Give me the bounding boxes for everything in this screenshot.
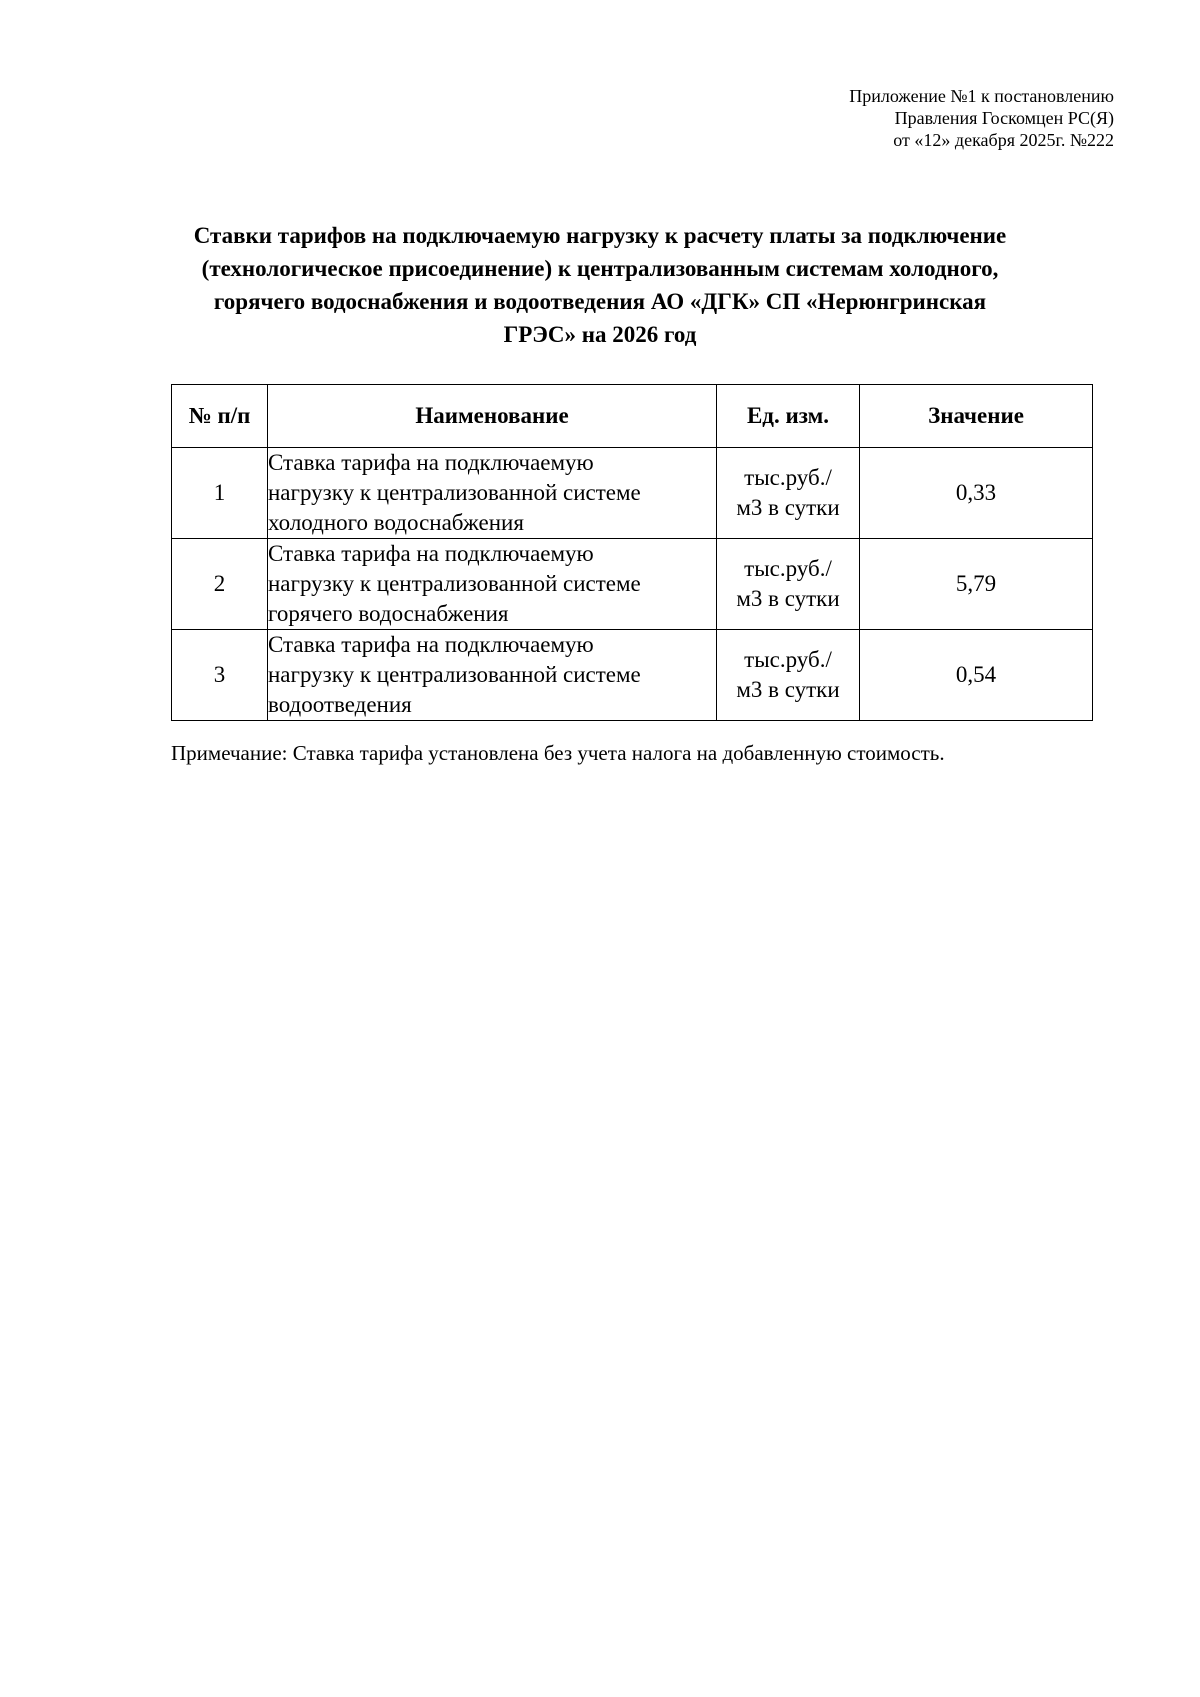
row-unit-line: тыс.руб./ bbox=[744, 647, 832, 672]
row-name bbox=[268, 539, 717, 630]
row-name-line: нагрузку к централизованной системе bbox=[268, 571, 641, 596]
title-line: Ставки тарифов на подключаемую нагрузку к расчету платы за подключение bbox=[193, 223, 1007, 248]
row-unit-line: тыс.руб./ bbox=[744, 556, 832, 581]
appendix-reference bbox=[849, 85, 1114, 151]
row-unit bbox=[717, 448, 860, 539]
title-line: (технологическое присоединение) к централизованным системам холодного, bbox=[201, 256, 999, 281]
table-row bbox=[172, 539, 1093, 630]
row-num: 2 bbox=[172, 539, 268, 630]
row-name-line: горячего водоснабжения bbox=[268, 601, 509, 626]
row-unit-line: м3 в сутки bbox=[736, 586, 840, 611]
header-value: Значение bbox=[860, 385, 1093, 448]
table-row bbox=[172, 448, 1093, 539]
row-unit-line: м3 в сутки bbox=[736, 495, 840, 520]
row-name-line: нагрузку к централизованной системе bbox=[268, 662, 641, 687]
row-value: 0,54 bbox=[860, 630, 1093, 721]
row-name-line: Ставка тарифа на подключаемую bbox=[268, 632, 594, 657]
row-unit bbox=[717, 539, 860, 630]
title-line: ГРЭС» на 2026 год bbox=[503, 322, 697, 347]
row-unit-line: тыс.руб./ bbox=[744, 465, 832, 490]
row-value: 0,33 bbox=[860, 448, 1093, 539]
row-name-line: водоотведения bbox=[268, 692, 412, 717]
tariff-table bbox=[171, 384, 1093, 721]
title-line: горячего водоснабжения и водоотведения АО «ДГК» СП «Нерюнгринская bbox=[213, 289, 987, 314]
row-name-line: Ставка тарифа на подключаемую bbox=[268, 450, 594, 475]
row-name bbox=[268, 448, 717, 539]
appendix-line: Правления Госкомцен РС(Я) bbox=[894, 108, 1114, 128]
row-value: 5,79 bbox=[860, 539, 1093, 630]
appendix-line: от «12» декабря 2025г. №222 bbox=[893, 130, 1114, 150]
row-num: 3 bbox=[172, 630, 268, 721]
row-num: 1 bbox=[172, 448, 268, 539]
row-name bbox=[268, 630, 717, 721]
row-unit-line: м3 в сутки bbox=[736, 677, 840, 702]
row-unit bbox=[717, 630, 860, 721]
row-name-line: нагрузку к централизованной системе bbox=[268, 480, 641, 505]
row-name-line: холодного водоснабжения bbox=[268, 510, 524, 535]
table-row bbox=[172, 630, 1093, 721]
table-header-row bbox=[172, 385, 1093, 448]
header-num: № п/п bbox=[172, 385, 268, 448]
header-name: Наименование bbox=[268, 385, 717, 448]
header-unit: Ед. изм. bbox=[717, 385, 860, 448]
row-name-line: Ставка тарифа на подключаемую bbox=[268, 541, 594, 566]
table-note: Примечание: Ставка тарифа установлена без учета налога на добавленную стоимость. bbox=[171, 741, 945, 765]
document-title bbox=[150, 219, 1050, 351]
appendix-line: Приложение №1 к постановлению bbox=[849, 86, 1114, 106]
